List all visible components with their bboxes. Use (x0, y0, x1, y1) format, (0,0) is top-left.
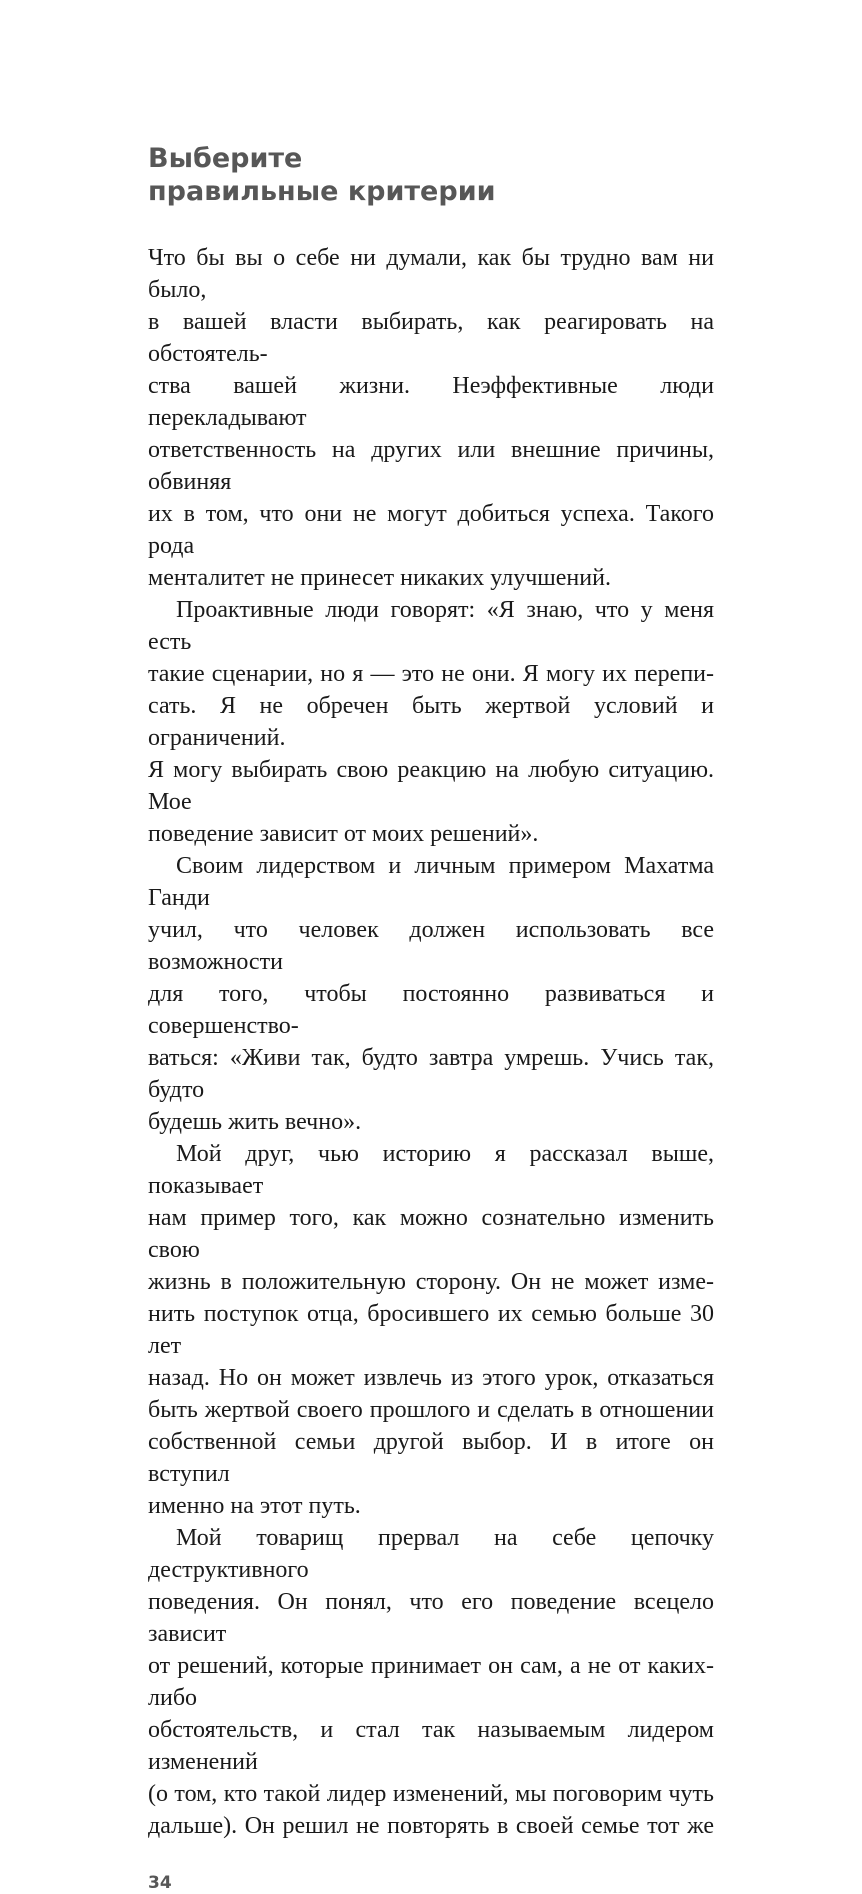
text-line: сать. Я не обречен быть жертвой условий и ограничений. (148, 693, 714, 751)
heading-line: Выберите (148, 143, 303, 174)
page-column (148, 142, 714, 1894)
text-line: Проактивные люди говорят: «Я знаю, что у меня есть (148, 597, 714, 655)
text-line: такие сценарии, но я — это не они. Я могу их перепи- (148, 661, 714, 687)
text-line: именно на этот путь. (148, 1493, 361, 1519)
body-text (148, 242, 714, 1842)
text-line: Что бы вы о себе ни думали, как бы трудно вам ни было, (148, 245, 714, 303)
section-heading (148, 142, 714, 208)
text-line: нам пример того, как можно сознательно изменить свою (148, 1205, 714, 1263)
text-line: ответственность на других или внешние причины, обвиняя (148, 437, 714, 495)
text-line: Мой друг, чью историю я рассказал выше, показывает (148, 1141, 714, 1199)
text-line: собственной семьи другой выбор. И в итоге он вступил (148, 1429, 714, 1487)
text-line: будешь жить вечно». (148, 1109, 362, 1135)
text-line: их в том, что они не могут добиться успеха. Такого рода (148, 501, 714, 559)
text-line: менталитет не принесет никаких улучшений. (148, 565, 611, 591)
paragraph (148, 594, 714, 850)
text-line: назад. Но он может извлечь из этого урок, отказаться (148, 1365, 714, 1391)
page-number: 34 (148, 1873, 172, 1893)
text-line: (о том, кто такой лидер изменений, мы поговорим чуть (148, 1781, 714, 1807)
text-line: нить поступок отца, бросившего их семью больше 30 лет (148, 1301, 714, 1359)
text-line: Я могу выбирать свою реакцию на любую ситуацию. Мое (148, 757, 714, 815)
paragraph (148, 1138, 714, 1522)
heading-line: правильные критерии (148, 176, 496, 207)
text-line: для того, чтобы постоянно развиваться и совершенство- (148, 981, 714, 1039)
paragraph (148, 850, 714, 1138)
text-line: ваться: «Живи так, будто завтра умрешь. Учись так, будто (148, 1045, 714, 1103)
text-line: учил, что человек должен использовать все возможности (148, 917, 714, 975)
text-line: поведение зависит от моих решений». (148, 821, 539, 847)
paragraph (148, 242, 714, 594)
text-line: в вашей власти выбирать, как реагировать на обстоятель- (148, 309, 714, 367)
paragraph (148, 1522, 714, 1842)
text-line: жизнь в положительную сторону. Он не может изме- (148, 1269, 714, 1295)
text-line: дальше). Он решил не повторять в своей семье тот же (148, 1813, 714, 1839)
text-line: ства вашей жизни. Неэффективные люди перекладывают (148, 373, 714, 431)
text-line: поведения. Он понял, что его поведение всецело зависит (148, 1589, 714, 1647)
text-line: обстоятельств, и стал так называемым лидером изменений (148, 1717, 714, 1775)
text-line: быть жертвой своего прошлого и сделать в отношении (148, 1397, 714, 1423)
text-line: от решений, которые принимает он сам, а не от каких-либо (148, 1653, 714, 1711)
text-line: Своим лидерством и личным примером Махатма Ганди (148, 853, 714, 911)
text-line: Мой товарищ прервал на себе цепочку деструктивного (148, 1525, 714, 1583)
